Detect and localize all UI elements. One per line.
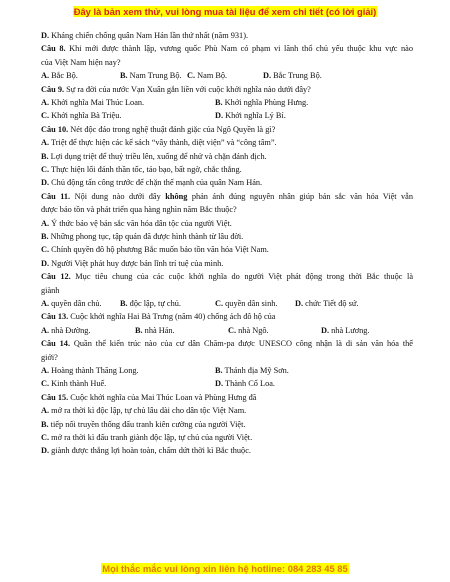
option-b: B. độc lập, tự chủ. xyxy=(120,299,181,309)
header-banner xyxy=(0,6,450,17)
question-14-stem: Câu 14. Quần thể kiến trúc nào của cư dân Chăm-pa được UNESCO công nhận là di sản văn hóa thế xyxy=(41,339,413,349)
question-14-stem-cont: giới? xyxy=(41,352,58,362)
option-c: C. quyền dân sinh. xyxy=(215,299,278,309)
question-11-stem-cont: được bảo tồn và phát triển qua hàng nghìn năm Bắc thuộc? xyxy=(41,205,237,215)
header-banner-text: Đây là bản xem thử, vui lòng mua tài liệu để xem chi tiết (có lời giải) xyxy=(73,6,377,17)
question-12-options xyxy=(41,297,413,310)
question-13-stem: Câu 13. Cuộc khởi nghĩa Hai Bà Trưng (năm 40) chống ách đô hộ của xyxy=(41,312,276,322)
option-d: D. giành được thắng lợi hoàn toàn, chấm dứt thời kì Bắc thuộc. xyxy=(41,446,251,456)
question-10-stem: Câu 10. Nét độc đáo trong nghệ thuật đánh giặc của Ngô Quyền là gì? xyxy=(41,124,276,134)
option-c: C. Nam Bộ. xyxy=(187,71,228,81)
question-8-stem: Câu 8. Khi mới được thành lập, vương quốc Phù Nam có phạm vi lãnh thổ chủ yếu thuộc khu vực nào xyxy=(41,44,413,54)
option-c: C. Thực hiện lối đánh thần tốc, táo bạo, bất ngờ, chắc thắng. xyxy=(41,165,242,175)
question-14-options-row2 xyxy=(41,377,413,390)
option-b: B. tiếp nối truyền thống đấu tranh kiên cường của người Việt. xyxy=(41,419,246,429)
question-14-options-row1 xyxy=(41,364,413,377)
option-d: D. nhà Lương. xyxy=(321,325,370,335)
prev-option-d: D. Kháng chiến chống quân Nam Hán lần thứ nhất (năm 931). xyxy=(41,31,249,40)
option-d: D. Thành Cổ Loa. xyxy=(215,379,276,389)
question-9-options-row2 xyxy=(41,109,413,122)
option-a: A. Khởi nghĩa Mai Thúc Loan. xyxy=(41,98,145,108)
question-9-options-row1 xyxy=(41,96,413,109)
option-b: B. Những phong tục, tập quán đã được hình thành từ lâu đời. xyxy=(41,232,244,242)
option-d: D. chức Tiết độ sứ. xyxy=(295,299,359,309)
option-d: D. Khởi nghĩa Lý Bí. xyxy=(215,111,286,121)
document-body xyxy=(41,29,413,458)
option-c: C. nhà Ngô. xyxy=(228,325,269,335)
option-b: B. Lợi dụng triệt để thuỷ triều lên, xuống để nhử và chặn đánh địch. xyxy=(41,151,267,161)
option-b: B. Khởi nghĩa Phùng Hưng. xyxy=(215,98,309,108)
option-c: C. Chính quyền đô hộ phương Bắc muốn bảo tồn văn hóa Việt Nam. xyxy=(41,245,269,255)
question-8-stem-cont: của Việt Nam hiện nay? xyxy=(41,57,121,67)
option-b: B. Nam Trung Bộ. xyxy=(120,71,182,81)
question-12-stem: Câu 12. Mục tiêu chung của các cuộc khởi nghĩa do người Việt phát động trong thời Bắc thuộc là xyxy=(41,272,413,282)
question-15-stem: Câu 15. Cuộc khởi nghĩa của Mai Thúc Loan và Phùng Hưng đã xyxy=(41,392,257,402)
question-9-stem: Câu 9. Sự ra đời của nước Vạn Xuân gắn liền với cuộc khởi nghĩa nào dưới đây? xyxy=(41,84,311,94)
option-d: D. Chủ động tấn công trước để chặn thế mạnh của quân Nam Hán. xyxy=(41,178,263,188)
question-8-options xyxy=(41,69,413,82)
option-a: A. nhà Đường. xyxy=(41,325,91,335)
option-a: A. quyền dân chủ. xyxy=(41,299,102,309)
question-11-stem: Câu 11. Nội dung nào dưới đây không phản ánh đúng nguyên nhân giúp bản sắc văn hóa Việt vẫn xyxy=(41,191,413,201)
option-a: A. Bắc Bộ. xyxy=(41,71,78,81)
option-a: A. Ý thức bảo vệ bản sắc văn hóa dân tộc của người Việt. xyxy=(41,218,232,228)
question-12-stem-cont: giành xyxy=(41,285,60,295)
footer-banner xyxy=(0,563,450,574)
question-13-options xyxy=(41,324,413,337)
option-a: A. Triệt để thực hiện các kế sách “vây thành, diệt viện” và “công tâm”. xyxy=(41,138,277,148)
option-a: A. mở ra thời kì độc lập, tự chủ lâu dài cho dân tộc Việt Nam. xyxy=(41,406,247,416)
option-d: D. Người Việt phát huy được bản lĩnh trí tuệ của mình. xyxy=(41,258,224,268)
footer-banner-text: Mọi thắc mắc vui lòng xin liên hệ hotline: 084 283 45 85 xyxy=(102,563,348,574)
option-c: C. mở ra thời kì đấu tranh giành độc lập, tự chủ của người Việt. xyxy=(41,433,253,443)
option-a: A. Hoàng thành Thăng Long. xyxy=(41,366,139,376)
option-c: C. Khởi nghĩa Bà Triệu. xyxy=(41,111,122,121)
option-c: C. Kinh thành Huế. xyxy=(41,379,107,389)
option-b: B. Thánh địa Mỹ Sơn. xyxy=(215,366,289,376)
option-d: D. Bắc Trung Bộ. xyxy=(263,71,322,81)
option-b: B. nhà Hán. xyxy=(135,325,175,335)
